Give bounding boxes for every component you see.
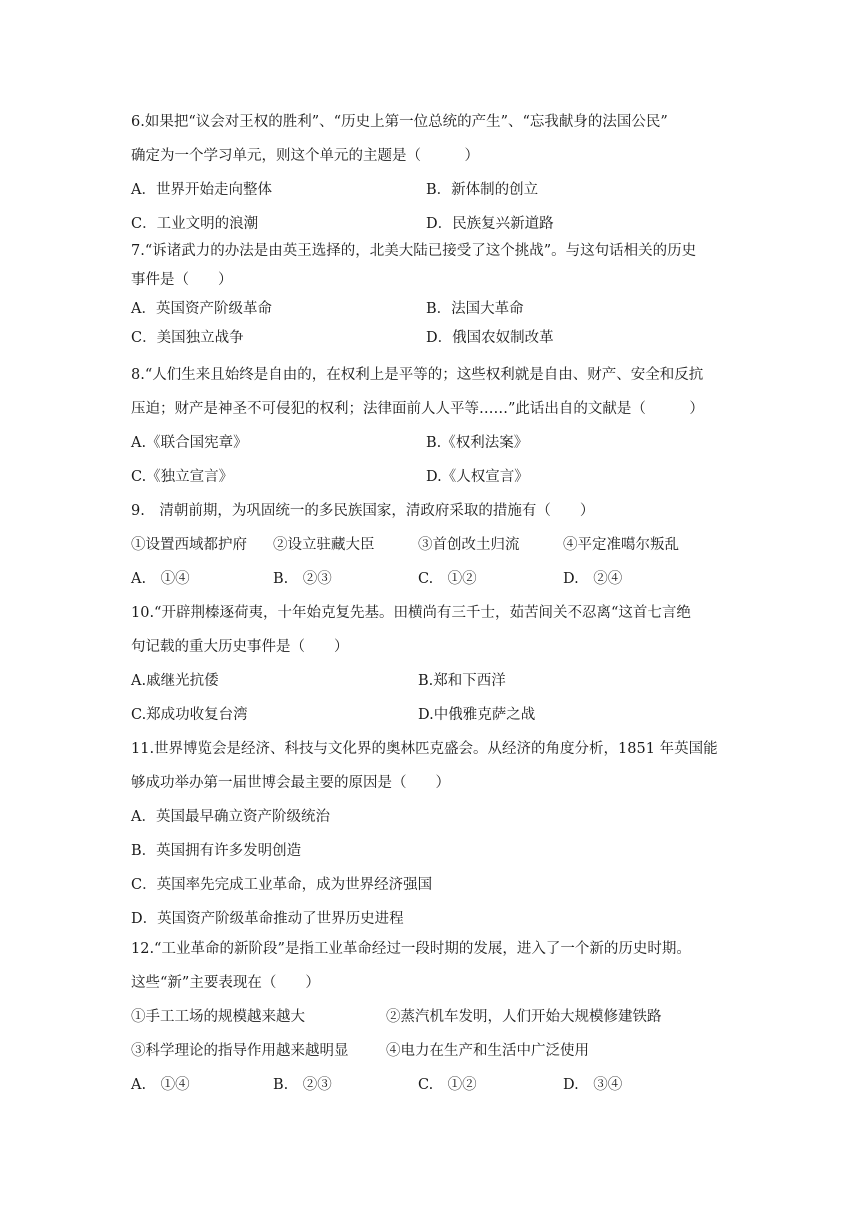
question-11-option-c: C．英国率先完成工业革命，成为世界经济强国 [131, 877, 433, 893]
question-6-stem-line-2: 确定为一个学习单元，则这个单元的主题是（ ） [131, 148, 479, 164]
question-9-option-c: C. ①② [418, 571, 477, 587]
question-9-option-b: B. ②③ [273, 571, 332, 587]
question-7-option-d: D．俄国农奴制改革 [426, 330, 554, 346]
question-11-stem-line-1: 11.世界博览会是经济、科技与文化界的奥林匹克盛会。从经济的角度分析，1851 年英国能 [131, 741, 718, 757]
question-12-item-3: ③科学理论的指导作用越来越明显 [131, 1043, 349, 1059]
question-6-option-d: D．民族复兴新道路 [426, 216, 554, 232]
question-8-option-b: B.《权利法案》 [426, 435, 529, 451]
question-10-option-c: C.郑成功收复台湾 [131, 707, 248, 723]
question-12-stem-line-1: 12.“工业革命的新阶段”是指工业革命经过一段时期的发展，进入了一个新的历史时期。 [131, 941, 691, 957]
question-9-item-2: ②设立驻藏大臣 [273, 537, 375, 553]
question-10-stem-line-1: 10.“开辟荆榛逐荷夷，十年始克复先基。田横尚有三千士，茹苦间关不忍离“这首七言绝 [131, 605, 691, 621]
question-11-option-d: D．英国资产阶级革命推动了世界历史进程 [131, 911, 404, 927]
question-12-item-1: ①手工工场的规模越来越大 [131, 1009, 305, 1025]
question-7-option-a: A．英国资产阶级革命 [131, 301, 272, 317]
question-9-item-3: ③首创改土归流 [418, 537, 520, 553]
question-8-stem-line-2: 压迫；财产是神圣不可侵犯的权利；法律面前人人平等……”此话出自的文献是（ ） [131, 401, 704, 417]
question-10-stem-line-2: 句记载的重大历史事件是（ ） [131, 639, 349, 655]
question-12-item-4: ④电力在生产和生活中广泛使用 [386, 1043, 589, 1059]
question-10-option-b: B.郑和下西洋 [418, 673, 506, 689]
question-7-option-b: B．法国大革命 [426, 301, 524, 317]
question-6-stem-line-1: 6.如果把“议会对王权的胜利”、“历史上第一位总统的产生”、“忘我献身的法国公民” [131, 114, 668, 130]
question-6-option-b: B．新体制的创立 [426, 182, 539, 198]
question-6-option-c: C．工业文明的浪潮 [131, 216, 259, 232]
question-8-option-c: C.《独立宣言》 [131, 469, 234, 485]
question-9-option-a: A. ①④ [131, 571, 190, 587]
question-6-option-a: A．世界开始走向整体 [131, 182, 272, 198]
question-9-item-4: ④平定准噶尔叛乱 [563, 537, 679, 553]
question-12-option-a: A. ①④ [131, 1077, 190, 1093]
question-11-stem-line-2: 够成功举办第一届世博会最主要的原因是（ ） [131, 775, 450, 791]
question-8-option-a: A.《联合国宪章》 [131, 435, 248, 451]
question-7-stem-line-1: 7.“诉诸武力的办法是由英王选择的，北美大陆已接受了这个挑战”。与这句话相关的历史 [131, 243, 697, 259]
question-10-option-a: A.戚继光抗倭 [131, 673, 219, 689]
question-11-option-a: A．英国最早确立资产阶级统治 [131, 809, 330, 825]
question-8-stem-line-1: 8.“人们生来且始终是自由的，在权利上是平等的；这些权利就是自由、财产、安全和反抗 [131, 367, 704, 383]
question-12-item-2: ②蒸汽机车发明，人们开始大规模修建铁路 [386, 1009, 662, 1025]
question-8-option-d: D.《人权宣言》 [426, 469, 529, 485]
question-12-option-d: D. ③④ [563, 1077, 623, 1093]
question-7-stem-line-2: 事件是（ ） [131, 272, 233, 288]
question-7-option-c: C．美国独立战争 [131, 330, 244, 346]
question-10-option-d: D.中俄雅克萨之战 [418, 707, 536, 723]
question-12-option-c: C. ①② [418, 1077, 477, 1093]
question-9-stem: 9. 清朝前期，为巩固统一的多民族国家，清政府采取的措施有（ ） [131, 503, 595, 519]
question-11-option-b: B．英国拥有许多发明创造 [131, 843, 302, 859]
question-12-option-b: B. ②③ [273, 1077, 332, 1093]
question-9-item-1: ①设置西域都护府 [131, 537, 247, 553]
question-12-stem-line-2: 这些“新”主要表现在（ ） [131, 975, 320, 991]
question-9-option-d: D. ②④ [563, 571, 623, 587]
